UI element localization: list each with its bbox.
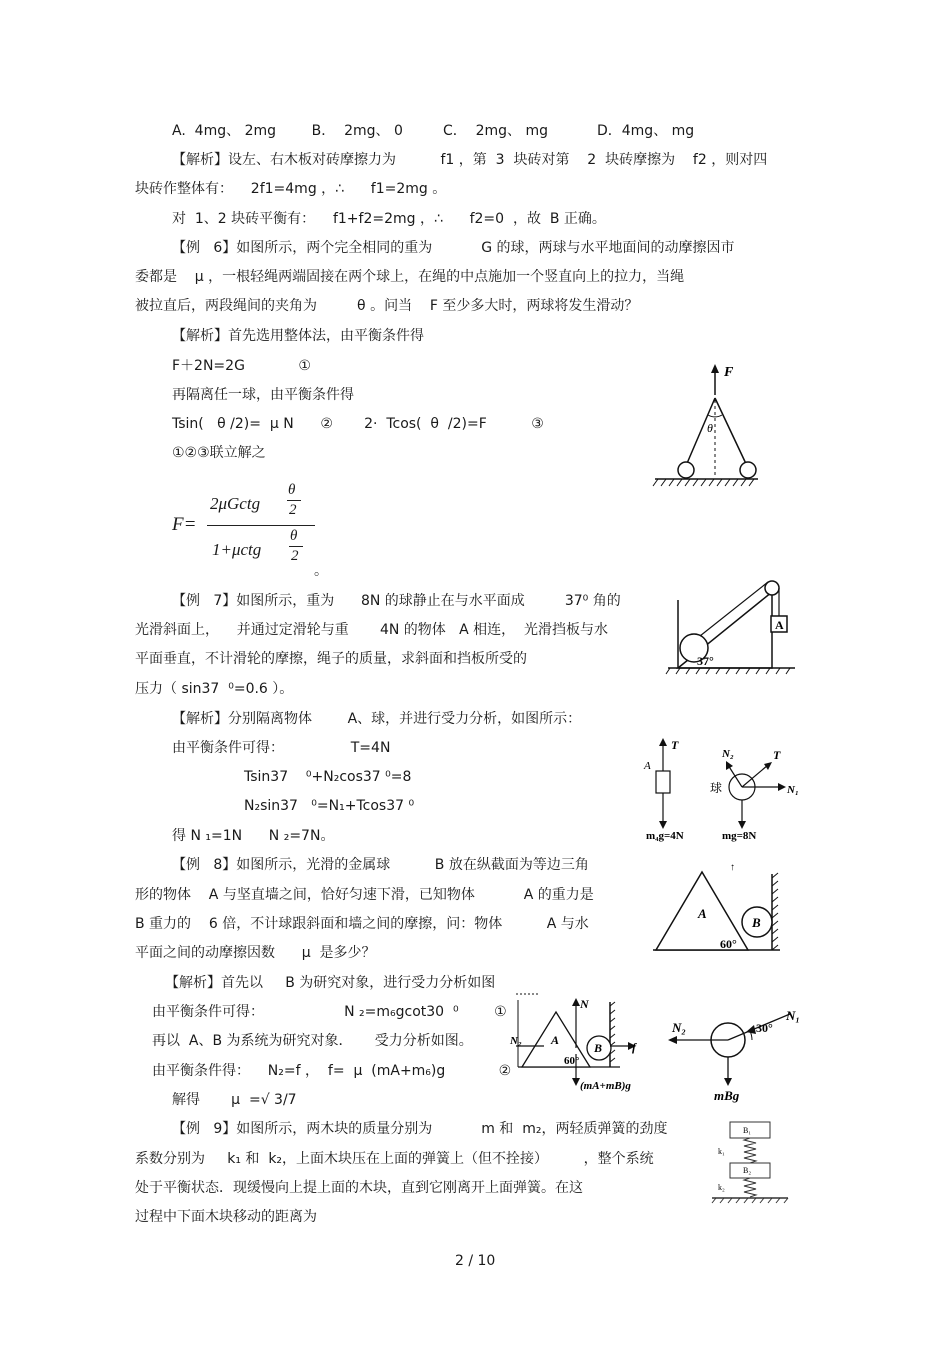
ball-b-label: B [594, 1041, 603, 1055]
analysis-line: 再隔离任一球，由平衡条件得 [172, 387, 354, 403]
example-8-line: B 重力的 6 倍，不计球跟斜面和墙之间的摩擦，问：物体 A 与水 [135, 916, 589, 932]
normal-n-label: N [580, 997, 589, 1011]
equation-line: 由平衡条件可得： N ₂=m₆gcot30 ⁰ ① [152, 1004, 507, 1020]
example-7-line: 压力（ sin37 ⁰=0.6 ）。 [135, 681, 294, 697]
angle-label: 30° [756, 1021, 773, 1035]
equation-line: 由平衡条件得： N₂=f ， f= μ (mA+m₆)g ② [152, 1063, 512, 1079]
example-7-line: 平面垂直，不计滑轮的摩擦，绳子的质量，求斜面和挡板所受的 [135, 651, 527, 667]
ball-b-label: B [752, 915, 761, 930]
example-7-fbd-figure [640, 735, 815, 845]
analysis-line: 【解析】设左、右木板对砖摩擦力为 f1 ，第 3 块砖对第 2 块砖摩擦为 f2 ，则对四 [172, 152, 768, 168]
ball-weight-label: mg=8N [722, 830, 757, 842]
example-7-figure [650, 570, 800, 675]
spring-2-label: k₂ [718, 1183, 725, 1192]
normal-n2-label: N₂ [510, 1035, 522, 1047]
analysis-line: 再以 A、B 为系统为研究对象． 受力分析如图。 [152, 1033, 473, 1049]
analysis-line: 对 1、2 块砖平衡有： f1+f2=2mg ，∴ f2=0 ，故 B 正确。 [172, 211, 606, 227]
analysis-line: 【解析】首先选用整体法，由平衡条件得 [172, 328, 424, 344]
block-1-label: B₁ [743, 1126, 752, 1135]
analysis-line: ①②③联立解之 [172, 445, 266, 461]
normal-n1-label: N₁ [786, 1008, 800, 1023]
block-a-label: A [698, 906, 707, 921]
equation-line: Tsin( θ /2)= μ N ② 2· Tcos( θ /2)=F ③ [172, 416, 544, 432]
angle-label: 60° [720, 937, 737, 951]
page-number: 2 / 10 [455, 1253, 496, 1269]
analysis-line: 【解析】首先以 B 为研究对象，进行受力分析如图 [165, 975, 496, 991]
formula-denominator: 1+μctg [212, 540, 262, 559]
example-8-system-figure [508, 992, 668, 1094]
force-formula [172, 480, 328, 579]
tension-label: T [773, 748, 781, 762]
block-a-label: A [644, 760, 651, 772]
options-line: A. 4mg、 2mg B． 2mg、 0 C． 2mg、 mg D．4mg、 mg [172, 123, 695, 139]
equation-line: 由平衡条件可得： T=4N [172, 740, 391, 756]
angle-label: θ [707, 421, 713, 435]
example-9-line: 【例 9】如图所示，两木块的质量分别为 m 和 m₂，两轻质弹簧的劲度 [172, 1121, 668, 1137]
spring-1-label: k₁ [718, 1147, 725, 1156]
example-8-line: 【例 8】如图所示，光滑的金属球 B 放在纵截面为等边三角 [172, 857, 589, 873]
example-9-line: 系数分别为 k₁ 和 k₂，上面木块压在上面的弹簧上（但不拴接） ，整个系统 [135, 1151, 654, 1167]
analysis-line: 【解析】分别隔离物体 A、球，并进行受力分析，如图所示： [172, 711, 582, 727]
formula-numerator: 2μGctg [210, 494, 261, 513]
example-6-line: 被拉直后，两段绳间的夹角为 θ 。问当 F 至少多大时，两球将发生滑动？ [135, 298, 639, 314]
example-6-line: 【例 6】如图所示，两个完全相同的重为 G 的球，两球与水平地面间的动摩擦因市 [172, 240, 735, 256]
ball-weight-label: mBg [714, 1088, 740, 1103]
formula-lhs: F= [172, 514, 197, 535]
block-2-label: B₂ [743, 1166, 752, 1175]
equation-line: Tsin37 ⁰+N₂cos37 ⁰=8 [244, 769, 412, 785]
block-a-label: A [551, 1033, 560, 1047]
ball-label: 球 [710, 781, 723, 795]
example-6-figure [650, 360, 760, 490]
formula-end: 。 [314, 564, 328, 579]
equation-line: F＋2N=2G ① [172, 358, 311, 374]
example-8-line: 形的物体 A 与坚直墙之间，恰好匀速下滑，已知物体 A 的重力是 [135, 887, 594, 903]
normal-n2-label: N₂ [672, 1020, 686, 1035]
example-9-line: 处于平衡状态．现缓慢向上提上面的木块，直到它刚离开上面弹簧。在这 [135, 1180, 583, 1196]
mark-label: ↑ [730, 862, 735, 873]
example-9-line: 过程中下面木块移动的距离为 [135, 1209, 317, 1225]
example-7-line: 光滑斜面上， 并通过定滑轮与重 4N 的物体 A 相连， 光滑挡板与水 [135, 622, 609, 638]
example-8-ball-figure [668, 1008, 808, 1103]
example-6-line: 委都是 μ ，一根轻绳两端固接在两个球上，在绳的中点施加一个竖直向上的拉力，当绳 [135, 269, 685, 285]
formula-den-half: 2 [291, 548, 299, 564]
example-8-line: 平面之间的动摩擦因数 μ 是多少？ [135, 945, 376, 961]
force-label: F [724, 365, 734, 380]
block-a-label: A [775, 618, 784, 632]
formula-den-angle: θ [290, 528, 298, 544]
friction-label: f [632, 1040, 636, 1054]
example-7-line: 【例 7】如图所示，重为 8N 的球静止在与水平面成 37⁰ 角的 [172, 593, 621, 609]
result-line: 得 N ₁=1N N ₂=7N。 [172, 828, 335, 844]
example-8-figure [650, 858, 795, 958]
equation-line: N₂sin37 ⁰=N₁+Tcos37 ⁰ [244, 798, 415, 814]
angle-label: 37° [697, 654, 714, 668]
analysis-line: 块砖作整体有： 2f1=4mg ，∴ f1=2mg 。 [135, 181, 447, 197]
angle-label: 60° [564, 1055, 580, 1067]
example-9-figure [708, 1118, 798, 1206]
result-line: 解得 μ =√ 3/7 [172, 1092, 297, 1108]
formula-num-half: 2 [289, 502, 297, 518]
normal-n2-label: N₂ [722, 748, 734, 760]
formula-num-angle: θ [288, 482, 296, 498]
normal-n1-label: N₁ [787, 784, 799, 796]
system-weight-label: (mA+mB)g [580, 1080, 631, 1092]
block-weight-label: m₄g=4N [646, 830, 684, 842]
tension-label: T [671, 738, 679, 752]
